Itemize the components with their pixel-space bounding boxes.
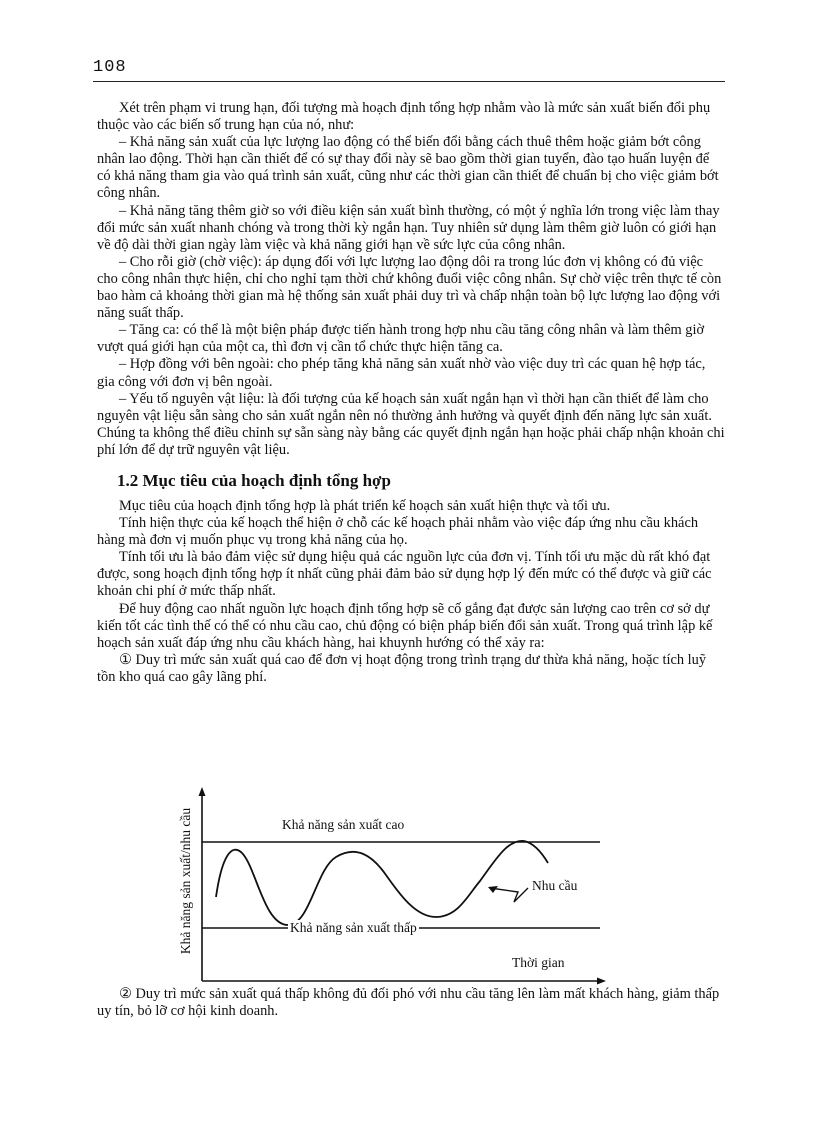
paragraph: Xét trên phạm vi trung hạn, đối tượng mà hoạch định tổng hợp nhằm vào là mức sản xuất biến đổi phụ thuộc vào các biến số trung hạn của nó, như: bbox=[97, 100, 711, 134]
y-axis-label: Khả năng sản xuất/nhu cầu bbox=[178, 807, 193, 955]
demand-pointer bbox=[490, 888, 528, 902]
section-heading: 1.2 Mục tiêu của hoạch định tổng hợp bbox=[117, 470, 391, 490]
paragraph: – Yếu tố nguyên vật liệu: là đối tượng của kế hoạch sản xuất ngắn hạn vì thời hạn cần thiết để làm cho nguyên vật liệu sẵn sàng cho sản xuất ngắn nên nó thường ảnh hưởng và quyết định đến năng lực sản xuất. Chúng ta không thể điều chỉnh sự sẵn sàng này bằng các quyết định ngắn hạn hoặc phải chấp nhận khoản chi phí lớn để dự trữ nguyên vật liệu. bbox=[97, 390, 725, 458]
capacity-demand-figure bbox=[160, 785, 630, 985]
paragraph: Tính tối ưu là bảo đảm việc sử dụng hiệu quả các nguồn lực của đơn vị. Tính tối ưu mặc dù rất khó đạt được, song hoạch định tổng hợp ít nhất cũng phải đảm bảo sử dụng hợp lý đến mức có thể được và giữ các khoản chi phí ở mức thấp nhất. bbox=[97, 549, 712, 600]
y-axis-arrow bbox=[199, 787, 206, 796]
paragraph: Mục tiêu của hoạch định tổng hợp là phát triển kế hoạch sản xuất hiện thực và tối ưu. bbox=[119, 497, 611, 514]
demand-label: Nhu cầu bbox=[532, 878, 578, 893]
body-text bbox=[97, 100, 725, 686]
paragraph: Để huy động cao nhất nguồn lực hoạch định tổng hợp sẽ cố gắng đạt được sản lượng cao trên cơ sở dự kiến tốt các tình thế có thể có nhu cầu cao, chủ động có biện pháp biến đổi sản xuất. Trong quá trình lập kế hoạch sản xuất đáp ứng nhu cầu khách hàng, hai khuynh hướng có thể xảy ra: bbox=[97, 600, 713, 651]
paragraph: – Khả năng tăng thêm giờ so với điều kiện sản xuất bình thường, có một ý nghĩa lớn trong việc làm thay đổi mức sản xuất nhanh chóng và trong thời kỳ ngắn hạn. Tuy nhiên sử dụng làm thêm giờ luôn có giới hạn về độ dài thời gian ngày làm việc và khả năng giới hạn về sức lực của công nhân. bbox=[97, 202, 720, 253]
paragraph: – Khả năng sản xuất của lực lượng lao động có thể biến đổi bằng cách thuê thêm hoặc giảm bớt công nhân lao động. Thời hạn cần thiết để có sự thay đổi này sẽ bao gồm thời gian tuyển, đào tạo huấn luyện để có khả năng tham gia vào quá trình sản xuất, cũng như các thời gian cần thiết để chuẩn bị cho việc giảm bớt công nhân. bbox=[97, 134, 719, 202]
x-axis-label: Thời gian bbox=[512, 955, 565, 970]
low-capacity-label: Khả năng sản xuất thấp bbox=[290, 920, 417, 935]
paragraph: – Tăng ca: có thể là một biện pháp được tiến hành trong hợp nhu cầu tăng công nhân và làm thêm giờ vượt quá giới hạn của một ca, thì đơn vị cần tổ chức thực hiện tăng ca. bbox=[97, 322, 705, 356]
x-axis-arrow bbox=[597, 978, 606, 985]
page-number: 108 bbox=[93, 58, 127, 77]
demand-curve bbox=[216, 841, 548, 925]
paragraph: – Hợp đồng với bên ngoài: cho phép tăng khả năng sản xuất nhờ vào việc duy trì các quan hệ hợp tác, gia công với đơn vị bên ngoài. bbox=[97, 356, 706, 390]
paragraph: ② Duy trì mức sản xuất quá thấp không đủ đối phó với nhu cầu tăng lên làm mất khách hàng, giảm thấp uy tín, bỏ lỡ cơ hội kinh doanh. bbox=[97, 986, 720, 1020]
paragraph: Tính hiện thực của kế hoạch thể hiện ở chỗ các kế hoạch phải nhằm vào việc đáp ứng nhu cầu khách hàng mà đơn vị muốn phục vụ trong khả năng của họ. bbox=[97, 515, 699, 549]
body-text-after-figure bbox=[97, 986, 725, 1020]
high-capacity-label: Khả năng sản xuất cao bbox=[282, 817, 405, 832]
header-rule bbox=[93, 81, 725, 82]
paragraph: – Cho rỗi giờ (chờ việc): áp dụng đối với lực lượng lao động dôi ra trong lúc đơn vị không có đủ việc cho công nhân thực hiện, chỉ cho nghỉ tạm thời chứ không đuổi việc công nhân. Sự chờ việc trên thực tế còn bao hàm cả khoảng thời gian mà hệ thống sản xuất phải duy trì và chấp nhận toàn bộ lực lượng lao động với năng suất thấp. bbox=[97, 253, 722, 322]
paragraph: ① Duy trì mức sản xuất quá cao để đơn vị hoạt động trong trình trạng dư thừa khả năng, hoặc tích luỹ tồn kho quá cao gây lãng phí. bbox=[97, 651, 707, 685]
